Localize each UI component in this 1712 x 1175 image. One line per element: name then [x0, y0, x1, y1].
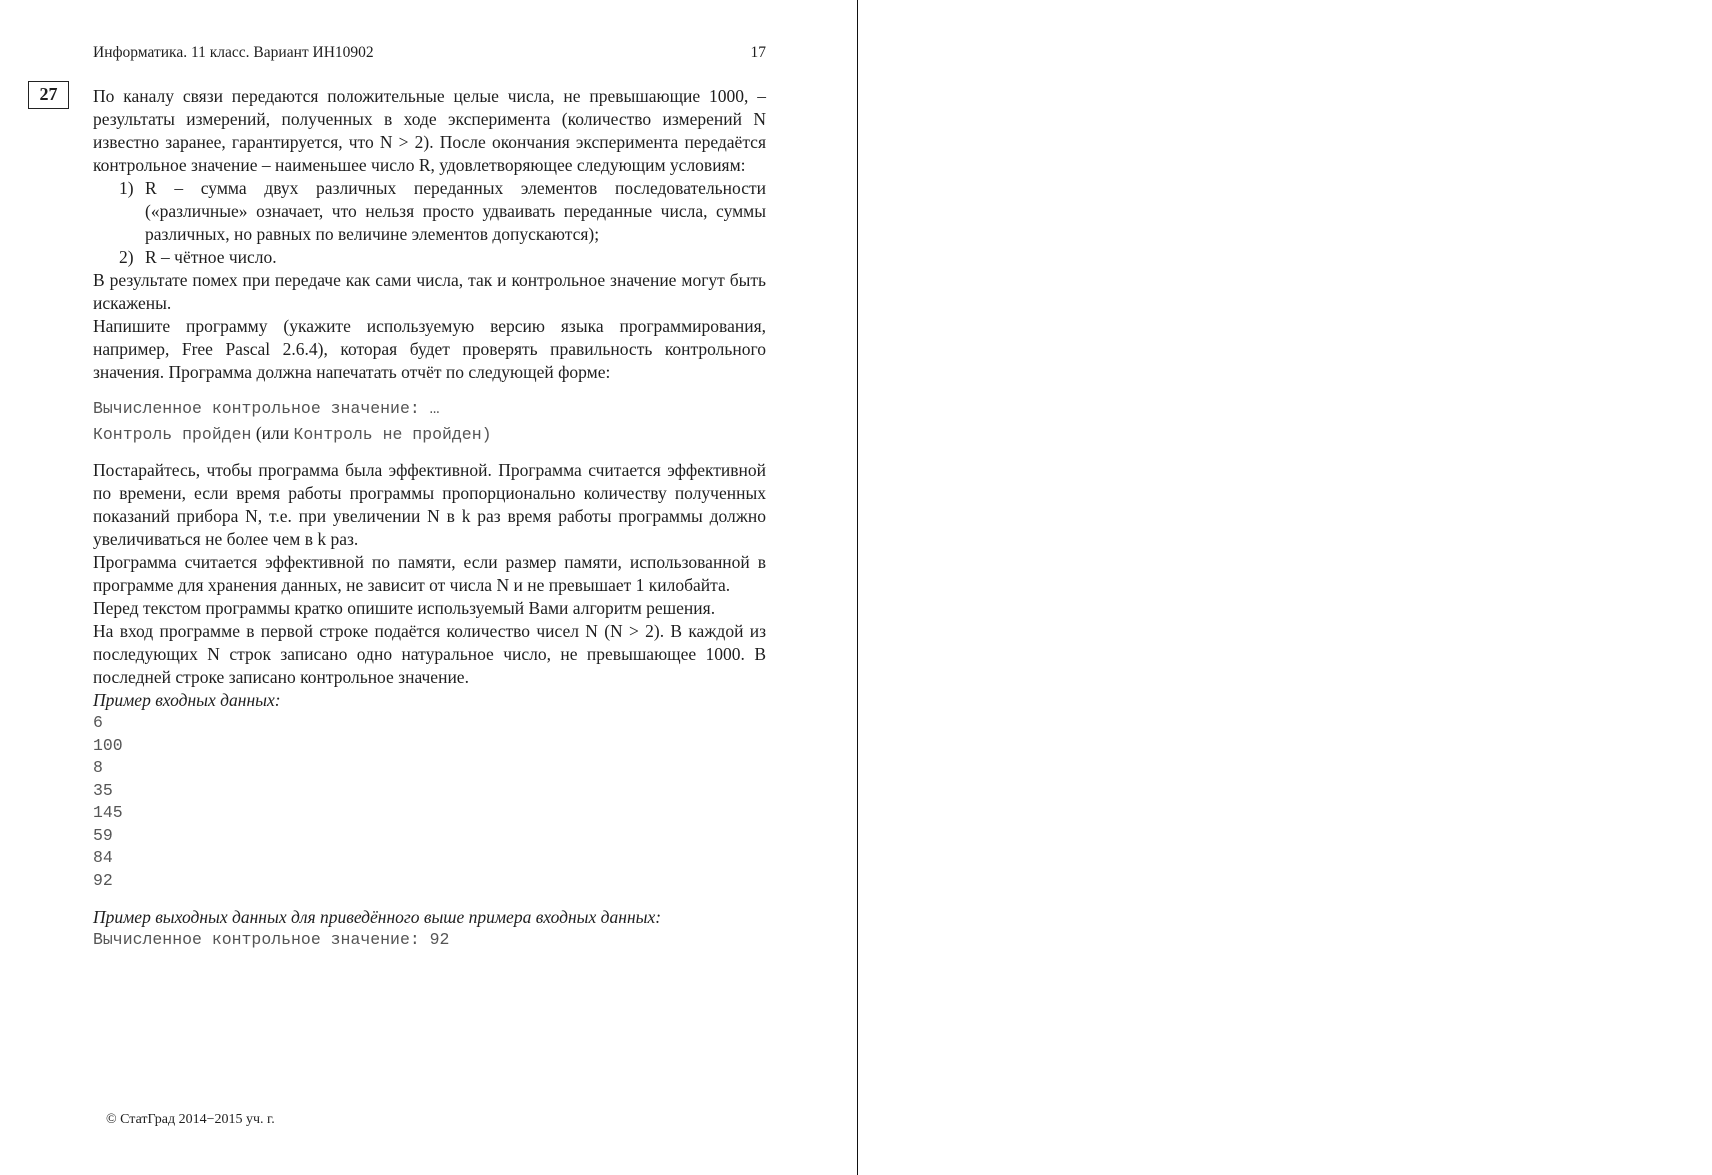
input-line: 59: [93, 825, 113, 845]
output-line: Вычисленное контрольное значение: 92: [93, 930, 450, 949]
efficiency-memory: Программа считается эффективной по памяти, если размер памяти, использованной в программе для хранения данных, не зависит от числа N и не превышает 1 килобайта.: [93, 552, 766, 595]
condition-text: R – сумма двух различных переданных элементов последовательности («различные» означает, что нельзя просто удваивать переданные числа, суммы различных, но равных по величине элементов допускаются);: [145, 178, 766, 244]
condition-number: 1): [119, 178, 134, 198]
input-example-label: Пример входных данных:: [93, 690, 281, 710]
input-line: 145: [93, 803, 123, 822]
report-or-text: (или: [251, 423, 294, 443]
input-line: 92: [93, 870, 113, 890]
input-example: [93, 712, 766, 892]
output-example-label: Пример выходных данных для приведённого выше примера входных данных:: [93, 907, 662, 927]
report-pass-text: Контроль пройден: [93, 425, 252, 444]
output-example: [93, 929, 766, 952]
input-description: На вход программе в первой строке подаётся количество чисел N (N > 2). В каждой из последующих N строк записано одно натуральное число, не превышающее 1000. В последней строке записано контрольное значение.: [93, 621, 766, 687]
input-line: 84: [93, 848, 113, 867]
input-line: 8: [93, 758, 103, 777]
task-content: [93, 85, 766, 952]
task-number-box: 27: [28, 81, 69, 109]
distortion-note: В результате помех при передаче как сами числа, так и контрольное значение могут быть искажены.: [93, 270, 766, 313]
report-form-line: Вычисленное контрольное значение: …: [93, 399, 440, 418]
task-intro: По каналу связи передаются положительные целые числа, не превышающие 1000, – результаты измерений, полученных в ходе эксперимента (количество измерений N известно заранее, гарантируется, что N > 2). После окончания эксперимента передаётся контрольное значение – наименьшее число R, удовлетворяющее следующим условиям:: [93, 86, 766, 175]
header-subject: Информатика. 11 класс. Вариант ИН10902: [93, 44, 374, 61]
report-form: [93, 396, 766, 447]
report-fail-text: Контроль не пройден): [293, 425, 492, 444]
input-line: 6: [93, 713, 103, 732]
condition-number: 2): [119, 247, 134, 267]
page-divider: [857, 0, 858, 1175]
efficiency-time: Постарайтесь, чтобы программа была эффективной. Программа считается эффективной по времени, если время работы программы пропорционально количеству полученных показаний прибора N, т.е. при увеличении N в k раз время работы программы должно увеличиваться не более чем в k раз.: [93, 460, 766, 549]
input-line: 100: [93, 735, 123, 755]
page-header: [93, 44, 766, 66]
report-form-line: [93, 421, 766, 447]
conditions-list: [93, 177, 766, 269]
write-program-instruction: Напишите программу (укажите используемую версию языка программирования, например, Free Pascal 2.6.4), которая будет проверять правильность контрольного значения. Программа должна напечатать отчёт по следующей форме:: [93, 316, 766, 382]
condition-text: R – чётное число.: [145, 247, 277, 267]
copyright-footer: © СтатГрад 2014−2015 уч. г.: [106, 1112, 275, 1127]
condition-item: [93, 246, 766, 269]
input-line: 35: [93, 780, 113, 800]
condition-item: [93, 177, 766, 246]
algorithm-note: Перед текстом программы кратко опишите используемый Вами алгоритм решения.: [93, 598, 716, 618]
page-number: 17: [750, 44, 766, 61]
